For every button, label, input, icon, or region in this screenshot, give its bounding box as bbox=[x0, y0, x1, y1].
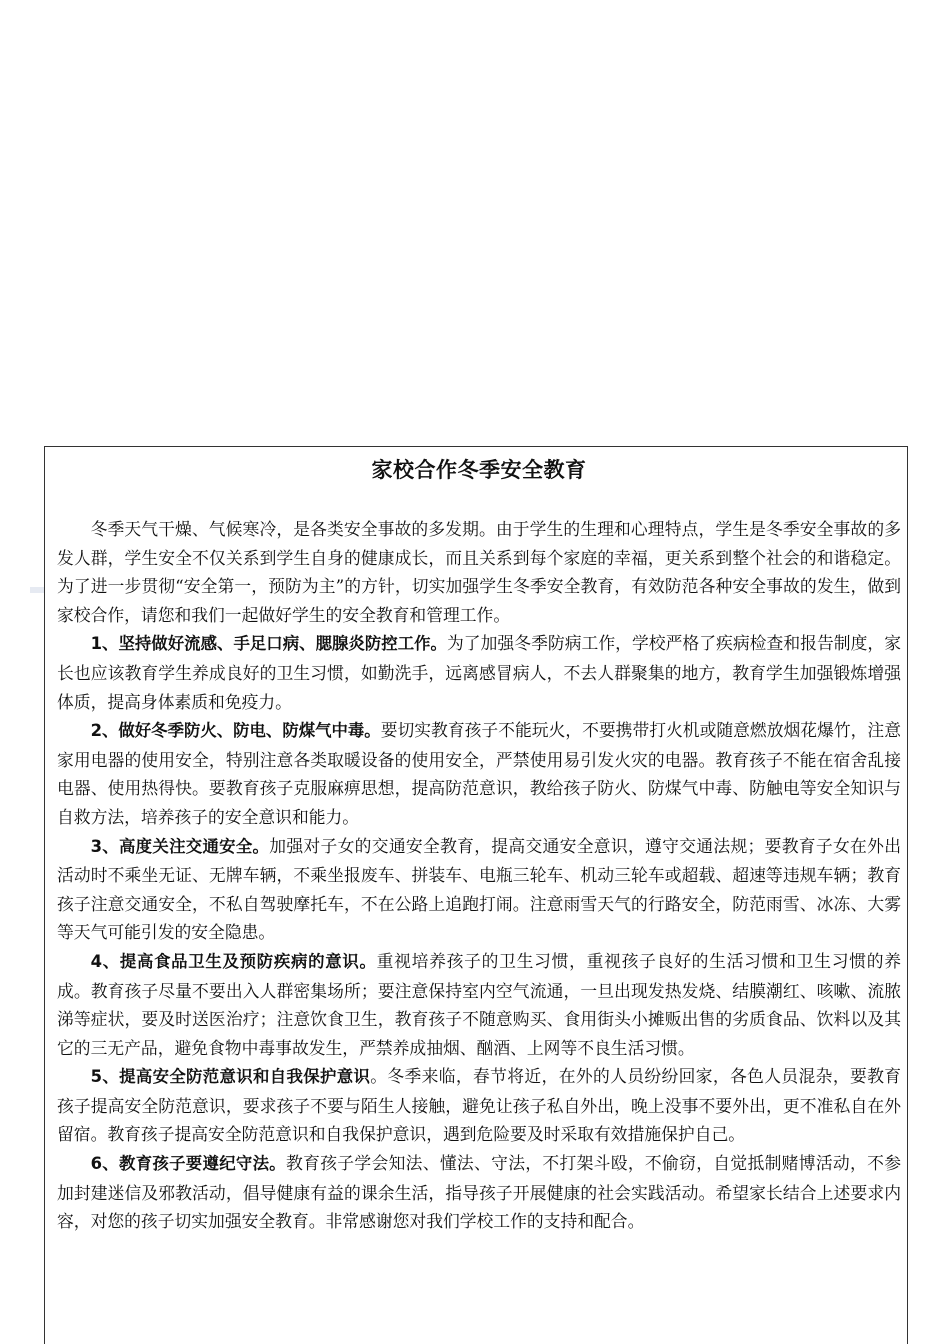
document-title: 家校合作冬季安全教育 bbox=[371, 458, 587, 482]
item-paragraph-1 bbox=[57, 629, 901, 716]
document-body bbox=[57, 515, 901, 1236]
item-paragraph-6 bbox=[57, 1149, 901, 1236]
item-text-5: 。冬季来临，春节将近，在外的人员纷纷回家，各色人员混杂，要教育孩子提高安全防范意识，要求孩子不要与陌生人接触，避免让孩子私自外出，晚上没事不要外出，更不准私自在外留宿。教育孩子提高安全防范意识和自我保护意识，遇到危险要及时采取有效措施保护自己。 bbox=[57, 1066, 901, 1145]
margin-mark bbox=[30, 587, 44, 593]
item-text-3: 加强对子女的交通安全教育，提高交通安全意识，遵守交通法规；要教育子女在外出活动时不乘坐无证、无牌车辆，不乘坐报废车、拼装车、电瓶三轮车、机动三轮车或超载、超速等违规车辆；教育孩子注意交通安全，不私自驾驶摩托车，不在公路上追跑打闹。注意雨雪天气的行路安全，防范雨雪、冰冻、大雾等天气可能引发的安全隐患。 bbox=[57, 835, 901, 943]
item-heading-2: 2、做好冬季防火、防电、防煤气中毒。 bbox=[90, 721, 381, 741]
item-heading-6: 6、教育孩子要遵纪守法。 bbox=[90, 1154, 287, 1174]
item-heading-3: 3、高度关注交通安全。 bbox=[90, 836, 270, 856]
item-paragraph-4 bbox=[57, 947, 901, 1062]
item-text-6: 教育孩子学会知法、懂法、守法，不打架斗殴，不偷窃，自觉抵制赌博活动，不参加封建迷信及邪教活动，倡导健康有益的课余生活，指导孩子开展健康的社会实践活动。希望家长结合上述要求内容，对您的孩子切实加强安全教育。非常感谢您对我们学校工作的支持和配合。 bbox=[57, 1153, 901, 1232]
item-text-2: 要切实教育孩子不能玩火，不要携带打火机或随意燃放烟花爆竹，注意家用电器的使用安全，特别注意各类取暖设备的使用安全，严禁使用易引发火灾的电器。教育孩子不能在宿舍乱接电器、使用热得快。要教育孩子克服麻痹思想，提高防范意识，教给孩子防火、防煤气中毒、防触电等安全知识与自救方法，培养孩子的安全意识和能力。 bbox=[57, 720, 901, 827]
item-paragraph-3 bbox=[57, 832, 901, 947]
item-text-4: 重视培养孩子的卫生习惯，重视孩子良好的生活习惯和卫生习惯的养成。教育孩子尽量不要出入人群密集场所；要注意保持室内空气流通，一旦出现发热发烧、结膜潮红、咳嗽、流脓涕等症状，要及时送医治疗；注意饮食卫生，教育孩子不随意购买、食用街头小摊贩出售的劣质食品、饮料以及其它的三无产品，避免食物中毒事故发生，严禁养成抽烟、酗酒、上网等不良生活习惯。 bbox=[57, 950, 901, 1058]
item-heading-5: 5、提高安全防范意识和自我保护意识 bbox=[90, 1067, 371, 1087]
intro-paragraph: 冬季天气干燥、气候寒冷，是各类安全事故的多发期。由于学生的生理和心理特点，学生是冬季安全事故的多发人群，学生安全不仅关系到学生自身的健康成长，而且关系到每个家庭的幸福，更关系到整个社会的和谐稳定。为了进一步贯彻“安全第一，预防为主”的方针，切实加强学生冬季安全教育，有效防范各种安全事故的发生，做到家校合作，请您和我们一起做好学生的安全教育和管理工作。 bbox=[57, 519, 901, 625]
item-heading-1: 1、坚持做好流感、手足口病、腮腺炎防控工作。 bbox=[90, 634, 447, 654]
item-text-1: 为了加强冬季防病工作，学校严格了疾病检查和报告制度，家长也应该教育学生养成良好的卫生习惯，如勤洗手，远离感冒病人，不去人群聚集的地方，教育学生加强锻炼增强体质，提高身体素质和免疫力。 bbox=[57, 633, 901, 712]
item-paragraph-2 bbox=[57, 716, 901, 831]
notice-box bbox=[44, 446, 908, 1344]
item-heading-4: 4、提高食品卫生及预防疾病的意识。 bbox=[90, 951, 377, 971]
item-paragraph-5 bbox=[57, 1062, 901, 1149]
